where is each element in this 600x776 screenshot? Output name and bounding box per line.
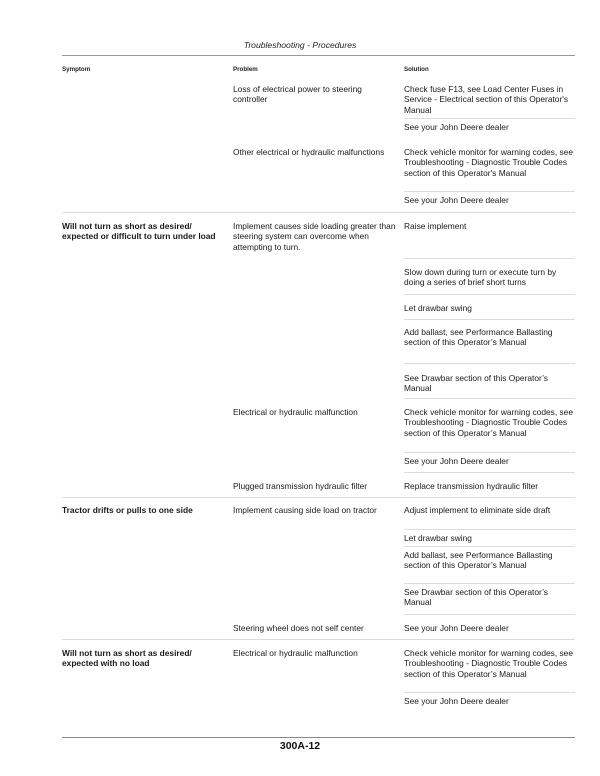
solution-cell: Check fuse F13, see Load Center Fuses in Service - Electrical section of this Operator's Manual bbox=[404, 84, 569, 115]
solution-cell: Raise implement bbox=[404, 221, 467, 231]
symptom-cell: Tractor drifts or pulls to one side bbox=[62, 505, 193, 515]
column-header-solution: Solution bbox=[404, 66, 429, 73]
row-divider bbox=[62, 639, 575, 640]
column-header-symptom: Symptom bbox=[62, 66, 91, 73]
solution-divider bbox=[404, 118, 575, 119]
solution-divider bbox=[404, 363, 575, 364]
footer-divider bbox=[62, 737, 575, 738]
header-divider bbox=[62, 55, 575, 56]
solution-cell: See your John Deere dealer bbox=[404, 696, 509, 706]
solution-divider bbox=[404, 294, 575, 295]
solution-divider bbox=[404, 546, 575, 547]
row-divider bbox=[62, 212, 575, 213]
page-header-title: Troubleshooting - Procedures bbox=[243, 40, 357, 50]
solution-cell: Check vehicle monitor for warning codes, see Troubleshooting - Diagnostic Trouble Codes section of this Operator's Manual bbox=[404, 147, 573, 178]
page-number: 300A-12 bbox=[279, 740, 321, 752]
solution-cell: Slow down during turn or execute turn by doing a series of brief short turns bbox=[404, 267, 557, 288]
row-divider bbox=[62, 497, 575, 498]
solution-divider bbox=[404, 452, 575, 453]
solution-cell: Let drawbar swing bbox=[404, 303, 472, 313]
solution-cell: See your John Deere dealer bbox=[404, 195, 509, 205]
problem-cell: Electrical or hydraulic malfunction bbox=[233, 407, 358, 417]
solution-divider bbox=[404, 692, 575, 693]
problem-cell: Other electrical or hydraulic malfunctions bbox=[233, 147, 385, 157]
solution-cell: See your John Deere dealer bbox=[404, 122, 509, 132]
solution-divider bbox=[404, 529, 575, 530]
problem-cell: Electrical or hydraulic malfunction bbox=[233, 648, 358, 658]
solution-divider bbox=[404, 583, 575, 584]
column-header-problem: Problem bbox=[233, 66, 258, 73]
solution-divider bbox=[404, 319, 575, 320]
problem-cell: Implement causes side loading greater than steering system can overcome when attempting to turn. bbox=[233, 221, 396, 252]
solution-cell: See your John Deere dealer bbox=[404, 456, 509, 466]
problem-cell: Implement causing side load on tractor bbox=[233, 505, 377, 515]
solution-cell: Adjust implement to eliminate side draft bbox=[404, 505, 551, 515]
problem-cell: Steering wheel does not self center bbox=[233, 623, 364, 633]
symptom-cell: Will not turn as short as desired/ expected or difficult to turn under load bbox=[62, 221, 216, 242]
solution-divider bbox=[404, 614, 575, 615]
solution-cell: Replace transmission hydraulic filter bbox=[404, 481, 539, 491]
solution-divider bbox=[404, 472, 575, 473]
solution-cell: Check vehicle monitor for warning codes, see Troubleshooting - Diagnostic Trouble Codes section of this Operator’s Manual bbox=[404, 407, 573, 438]
solution-divider bbox=[404, 191, 575, 192]
solution-cell: Add ballast, see Performance Ballasting section of this Operator’s Manual bbox=[404, 550, 553, 571]
problem-cell: Loss of electrical power to steering controller bbox=[233, 84, 362, 105]
solution-cell: Let drawbar swing bbox=[404, 533, 472, 543]
solution-cell: Check vehicle monitor for warning codes, see Troubleshooting - Diagnostic Trouble Codes section of this Operator’s Manual bbox=[404, 648, 573, 679]
problem-cell: Plugged transmission hydraulic filter bbox=[233, 481, 368, 491]
solution-cell: See Drawbar section of this Operator’s Manual bbox=[404, 373, 548, 394]
solution-cell: See your John Deere dealer bbox=[404, 623, 509, 633]
symptom-cell: Will not turn as short as desired/ expected with no load bbox=[62, 648, 192, 669]
solution-cell: See Drawbar section of this Operator’s Manual bbox=[404, 587, 548, 608]
solution-divider bbox=[404, 258, 575, 259]
solution-cell: Add ballast, see Performance Ballasting section of this Operator’s Manual bbox=[404, 327, 553, 348]
solution-divider bbox=[404, 398, 575, 399]
